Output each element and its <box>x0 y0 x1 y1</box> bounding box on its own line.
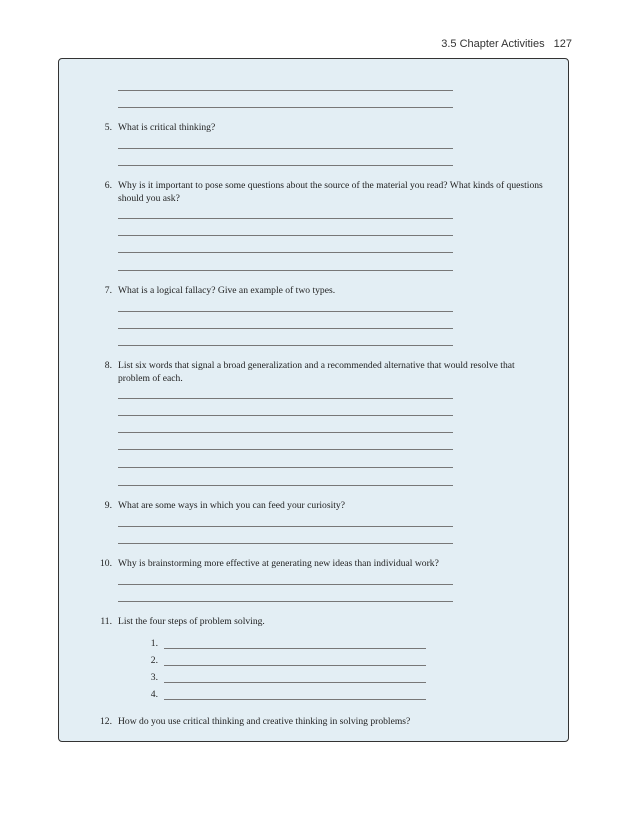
answer-line[interactable] <box>118 398 453 399</box>
answer-line[interactable] <box>118 467 453 468</box>
question-text: List the four steps of problem solving. <box>118 616 265 627</box>
answer-line[interactable] <box>118 543 453 544</box>
answer-line[interactable] <box>118 218 453 219</box>
step-number: 2. <box>150 655 158 666</box>
question-text: List six words that signal a broad generalization and a recommended alternative that would resolve that problem of each. <box>118 360 515 384</box>
step-answer-line[interactable] <box>164 665 426 666</box>
step-answer-line[interactable] <box>164 699 426 700</box>
question-text: What are some ways in which you can feed your curiosity? <box>118 500 345 511</box>
question-number: 5. <box>104 122 112 133</box>
answer-line[interactable] <box>118 235 453 236</box>
answer-line[interactable] <box>118 311 453 312</box>
question-text: Why is brainstorming more effective at generating new ideas than individual work? <box>118 558 439 569</box>
answer-line[interactable] <box>118 270 453 271</box>
step-answer-line[interactable] <box>164 682 426 683</box>
question-number: 7. <box>104 285 112 296</box>
step-number: 1. <box>150 638 158 649</box>
answer-line[interactable] <box>118 107 453 108</box>
question-number: 6. <box>104 180 112 191</box>
answer-line[interactable] <box>118 485 453 486</box>
answer-line[interactable] <box>118 526 453 527</box>
running-header <box>441 38 572 50</box>
answer-line[interactable] <box>118 90 453 91</box>
question-text: What is a logical fallacy? Give an example of two types. <box>118 285 336 296</box>
question-number: 9. <box>104 500 112 511</box>
answer-line[interactable] <box>118 415 453 416</box>
answer-line[interactable] <box>118 345 453 346</box>
page-number: 127 <box>553 38 572 50</box>
answer-line[interactable] <box>118 328 453 329</box>
answer-line[interactable] <box>118 449 453 450</box>
answer-line[interactable] <box>118 584 453 585</box>
question-text: Why is it important to pose some questions about the source of the material you read? What kinds of questions should you ask? <box>118 180 543 204</box>
question-number: 12. <box>100 716 112 727</box>
answer-line[interactable] <box>118 252 453 253</box>
step-number: 4. <box>150 689 158 700</box>
section-title: 3.5 Chapter Activities <box>441 38 545 50</box>
activity-box <box>58 58 569 742</box>
step-number: 3. <box>150 672 158 683</box>
step-answer-line[interactable] <box>164 648 426 649</box>
question-number: 10. <box>100 558 112 569</box>
question-text: What is critical thinking? <box>118 122 216 133</box>
answer-line[interactable] <box>118 148 453 149</box>
answer-line[interactable] <box>118 601 453 602</box>
question-text: How do you use critical thinking and creative thinking in solving problems? <box>118 716 411 727</box>
answer-line[interactable] <box>118 432 453 433</box>
question-number: 11. <box>100 616 112 627</box>
answer-line[interactable] <box>118 165 453 166</box>
question-number: 8. <box>104 360 112 371</box>
